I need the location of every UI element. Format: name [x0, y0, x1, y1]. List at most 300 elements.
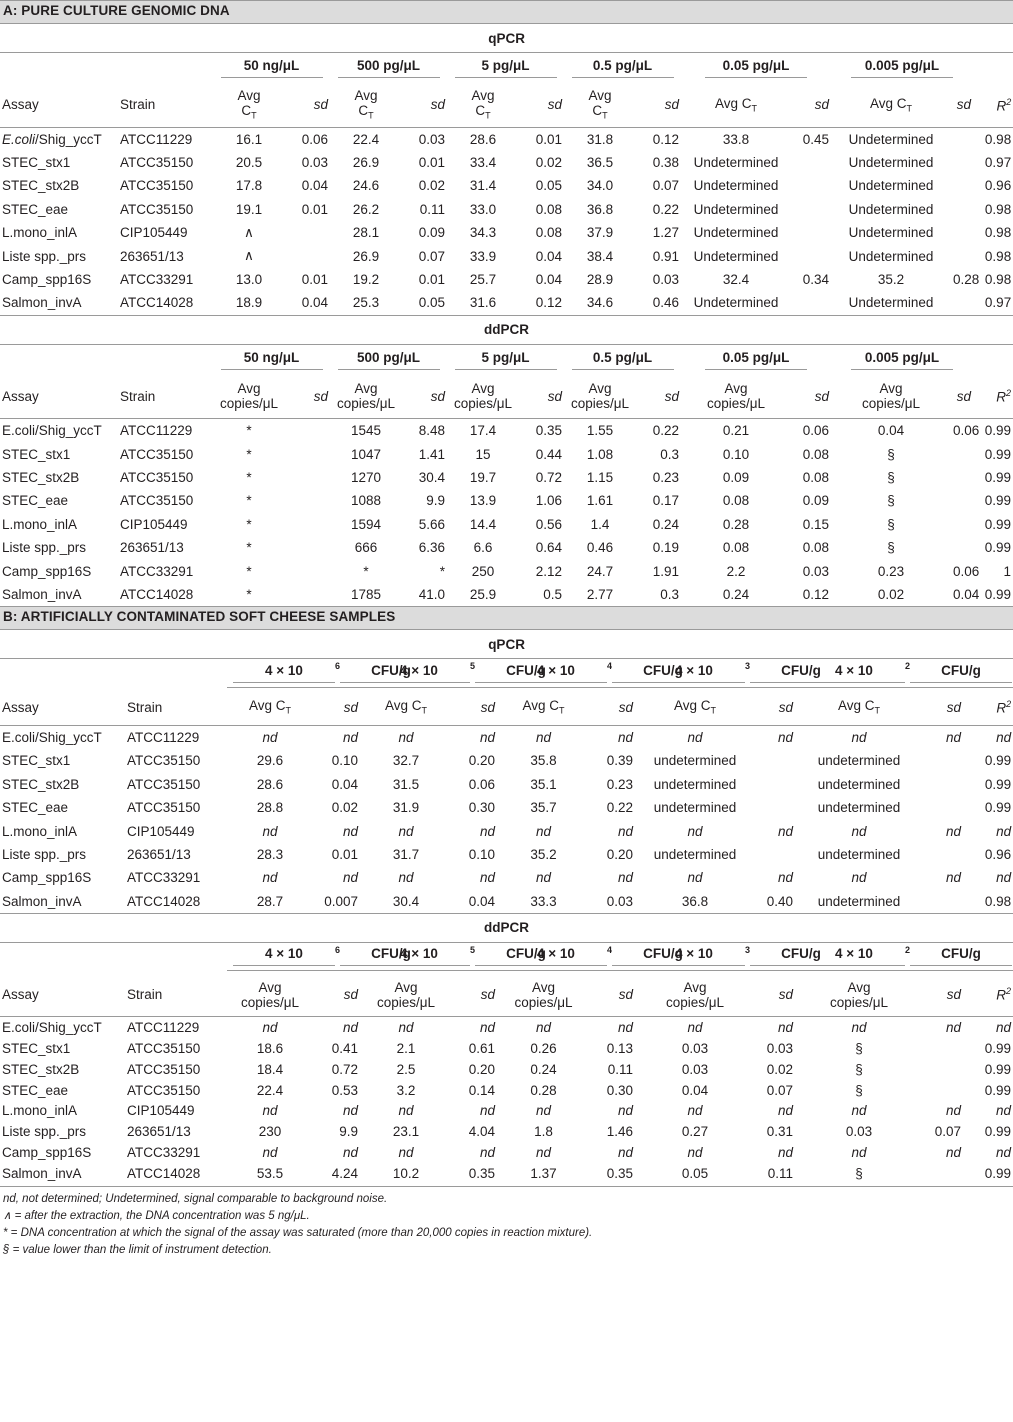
value-cell: 0.46 [586, 540, 614, 556]
value-cell: 25.3 [352, 295, 380, 311]
value-cell: Undetermined [693, 155, 779, 171]
table-row [0, 127, 1013, 151]
sd-cell: nd [777, 823, 793, 839]
sd-cell: nd [945, 870, 961, 886]
table-row [0, 419, 1013, 443]
concentration-header: 4 × 10 $^6$CFU/g [227, 945, 448, 972]
sd-cell [951, 198, 973, 221]
sd-cell: nd [342, 823, 358, 839]
assay-cell: Camp_spp16S [2, 272, 92, 288]
sd-cell: 0.61 [468, 1041, 495, 1057]
sd-cell [923, 1163, 963, 1184]
value-cell: Undetermined [848, 178, 934, 194]
r2-cell: 0.98 [984, 201, 1012, 217]
column-header-sd: sd [664, 97, 679, 113]
sd-cell: 0.06 [802, 423, 829, 439]
sd-cell: 0.56 [535, 516, 562, 532]
column-header-avg-copies: Avg copies/μL [570, 381, 630, 412]
sd-cell: 0.28 [953, 272, 980, 288]
column-header-assay: Assay [2, 388, 39, 404]
r2-cell: nd [996, 823, 1012, 839]
sd-cell: 0.10 [468, 846, 495, 862]
sd-cell: 30.4 [418, 470, 445, 486]
sd-cell: 0.08 [535, 201, 562, 217]
sd-cell [951, 513, 973, 536]
assay-cell: E.coli/Shig_yccT [2, 729, 102, 745]
sd-cell: nd [945, 823, 961, 839]
sd-cell: 0.09 [802, 493, 829, 509]
sd-cell: 0.38 [652, 155, 679, 171]
assay-cell: L.mono_inlA [2, 516, 78, 532]
concentration-header: 500 pg/μL [338, 350, 440, 370]
sd-cell: 0.64 [535, 540, 562, 556]
sd-cell [951, 443, 973, 466]
sd-cell: 0.72 [331, 1061, 358, 1077]
value-cell: * [363, 563, 369, 579]
sd-cell: 0.01 [418, 272, 445, 288]
value-cell: 0.08 [722, 540, 750, 556]
value-cell: 28.7 [256, 893, 284, 909]
sd-cell [791, 198, 831, 221]
sd-cell: nd [617, 823, 633, 839]
method-label: ddPCR [484, 322, 529, 338]
sd-cell: 0.07 [766, 1082, 793, 1098]
sd-cell [285, 559, 330, 582]
sd-cell: 0.03 [652, 272, 679, 288]
r2-cell: 0.98 [984, 893, 1012, 909]
value-cell: undetermined [653, 800, 737, 816]
sd-cell [755, 843, 795, 866]
sd-cell [285, 419, 330, 443]
footnote: ∧ = after the extraction, the DNA concentration was 5 ng/μL. [3, 1209, 310, 1222]
column-header-sd: sd [664, 388, 679, 404]
value-cell: 35.2 [877, 272, 905, 288]
value-cell: 33.3 [530, 893, 557, 909]
value-cell: * [246, 493, 252, 509]
strain-cell: ATCC14028 [120, 587, 194, 603]
sd-cell: 0.05 [418, 295, 445, 311]
sd-cell [791, 221, 831, 244]
value-cell: § [855, 1082, 863, 1098]
column-header-avg-ct: Avg $C_T$ [869, 95, 913, 114]
concentration-header: 4 × 10 $^4$CFU/g [499, 661, 720, 688]
column-header-strain: Strain [127, 699, 163, 715]
table-row [0, 749, 1013, 772]
sd-cell: 0.05 [535, 178, 562, 194]
column-header-r2: $R^2$ [996, 698, 1012, 716]
sd-cell: 0.35 [535, 423, 562, 439]
value-cell: 0.10 [722, 446, 750, 462]
sd-cell: 1.27 [652, 225, 679, 241]
value-cell: nd [687, 870, 703, 886]
value-cell: 28.9 [586, 272, 614, 288]
strain-cell: 263651/13 [120, 248, 184, 264]
value-cell: 35.7 [530, 800, 557, 816]
value-cell: 666 [354, 540, 378, 556]
value-cell: 1.15 [586, 470, 614, 486]
strain-cell: ATCC33291 [120, 272, 194, 288]
column-header-sd: sd [778, 699, 793, 715]
table-row [0, 1017, 1013, 1038]
value-cell: nd [851, 1145, 867, 1161]
sd-cell: 0.06 [301, 131, 328, 147]
column-header-sd: sd [430, 388, 445, 404]
value-cell: 0.05 [681, 1165, 709, 1181]
method-label: qPCR [488, 30, 525, 46]
value-cell: 16.1 [235, 131, 263, 147]
value-cell: 0.03 [681, 1061, 709, 1077]
table-b-qpcr [0, 630, 1013, 913]
sd-cell: nd [945, 729, 961, 745]
sd-cell: 0.22 [606, 800, 633, 816]
value-cell: Undetermined [848, 225, 934, 241]
assay-cell: STEC_eae [2, 1082, 69, 1098]
sd-cell: 0.39 [606, 753, 633, 769]
concentration-header: 4 × 10 $^4$CFU/g [499, 945, 720, 972]
sd-cell: 0.23 [606, 776, 633, 792]
strain-cell: ATCC35150 [120, 178, 194, 194]
value-cell: nd [398, 1103, 414, 1119]
column-header-sd: sd [946, 699, 961, 715]
sd-cell: nd [342, 1103, 358, 1119]
sd-cell: 0.11 [767, 1165, 793, 1181]
assay-cell: STEC_stx1 [2, 155, 71, 171]
sd-cell [285, 221, 330, 244]
value-cell: 31.7 [392, 846, 420, 862]
assay-cell: Liste spp._prs [2, 540, 87, 556]
table-a-qpcr [0, 24, 1013, 315]
value-cell: undetermined [817, 893, 901, 909]
sd-cell: 0.13 [606, 1041, 633, 1057]
strain-cell: ATCC35150 [120, 446, 194, 462]
sd-cell: nd [777, 729, 793, 745]
column-header-sd: sd [480, 987, 495, 1003]
sd-cell: 1.91 [652, 563, 679, 579]
value-cell: 36.8 [681, 893, 709, 909]
value-cell: nd [535, 870, 552, 886]
sd-cell: 4.04 [468, 1124, 495, 1140]
assay-cell: Salmon_invA [2, 893, 82, 909]
strain-cell: ATCC35150 [120, 470, 194, 486]
sd-cell: 0.35 [606, 1165, 633, 1181]
column-header-sd: sd [778, 987, 793, 1003]
column-header-sd: sd [343, 987, 358, 1003]
value-cell: 1270 [350, 470, 382, 486]
assay-cell: Liste spp._prs [2, 846, 87, 862]
sd-cell: 0.19 [652, 540, 679, 556]
sd-cell: 9.9 [426, 493, 445, 509]
value-cell: nd [398, 870, 414, 886]
value-cell: § [887, 493, 895, 509]
sd-cell: nd [777, 1103, 793, 1119]
value-cell: nd [262, 823, 278, 839]
sd-cell: 2.12 [535, 563, 562, 579]
value-cell: § [855, 1061, 863, 1077]
sd-cell: nd [617, 870, 633, 886]
column-header-assay: Assay [2, 699, 39, 715]
value-cell: nd [535, 1145, 552, 1161]
sd-cell [285, 466, 330, 489]
table-row [0, 466, 1013, 489]
value-cell: 0.03 [845, 1124, 873, 1140]
table-a-ddpcr [0, 315, 1013, 607]
value-cell: § [887, 470, 895, 486]
r2-cell: 0.97 [984, 155, 1012, 171]
sd-cell: 0.22 [652, 201, 679, 217]
sd-cell: 0.07 [418, 248, 445, 264]
strain-cell: ATCC11229 [120, 131, 193, 147]
sd-cell [951, 489, 973, 512]
table-row [0, 1038, 1013, 1059]
sd-cell: 1.41 [418, 446, 445, 462]
sd-cell [951, 466, 973, 489]
r2-cell: 0.99 [984, 470, 1012, 486]
value-cell: 33.0 [469, 201, 497, 217]
value-cell: 2.1 [396, 1041, 416, 1057]
value-cell: 2.5 [396, 1061, 416, 1077]
strain-cell: ATCC14028 [127, 1165, 201, 1181]
value-cell: 230 [258, 1124, 282, 1140]
value-cell: 31.8 [586, 131, 614, 147]
value-cell: 32.7 [392, 753, 420, 769]
assay-cell: L.mono_inlA [2, 823, 78, 839]
sd-cell: 0.72 [535, 470, 562, 486]
strain-cell: ATCC35150 [127, 776, 201, 792]
value-cell: 1.08 [586, 446, 614, 462]
sd-cell: * [439, 563, 445, 579]
assay-cell: Camp_spp16S [2, 563, 92, 579]
value-cell: nd [687, 729, 703, 745]
value-cell: nd [262, 870, 278, 886]
table-row [0, 583, 1013, 606]
value-cell: § [855, 1041, 863, 1057]
assay-cell: STEC_stx1 [2, 753, 71, 769]
value-cell: 18.9 [235, 295, 263, 311]
table-row [0, 198, 1013, 221]
value-cell: 19.1 [235, 201, 263, 217]
value-cell: 0.26 [530, 1041, 557, 1057]
sd-cell: 8.48 [418, 423, 445, 439]
assay-cell: STEC_stx1 [2, 1041, 71, 1057]
value-cell: 19.7 [469, 470, 497, 486]
sd-cell: nd [777, 870, 793, 886]
sd-cell: 0.30 [606, 1082, 633, 1098]
value-cell: 35.1 [530, 776, 557, 792]
table-row [0, 221, 1013, 244]
value-cell: 1047 [350, 446, 382, 462]
sd-cell: 0.03 [802, 563, 829, 579]
sd-cell [923, 749, 963, 772]
r2-cell: nd [996, 870, 1012, 886]
value-cell: 31.4 [469, 178, 497, 194]
concentration-header: 0.005 pg/μL [851, 350, 953, 370]
table-row [0, 536, 1013, 559]
sd-cell: nd [479, 729, 495, 745]
column-header-avg-ct: Avg $C_T$ [354, 88, 378, 122]
section-a-title: A: PURE CULTURE GENOMIC DNA [0, 1, 1013, 23]
value-cell: * [246, 470, 252, 486]
concentration-header: 0.5 pg/μL [572, 350, 674, 370]
value-cell: 25.9 [469, 587, 497, 603]
value-cell: nd [535, 1020, 552, 1036]
table-row [0, 725, 1013, 749]
value-cell: 3.2 [396, 1082, 416, 1098]
r2-cell: 0.99 [984, 1082, 1012, 1098]
sd-cell [285, 489, 330, 512]
sd-cell: 1.06 [535, 493, 562, 509]
r2-cell: 0.99 [984, 776, 1012, 792]
sd-cell: 0.20 [468, 1061, 495, 1077]
sd-cell: 0.3 [660, 587, 679, 603]
column-header-sd: sd [814, 388, 829, 404]
column-header-strain: Strain [120, 97, 156, 113]
value-cell: nd [398, 1145, 414, 1161]
value-cell: 1.37 [530, 1165, 557, 1181]
sd-cell: nd [479, 1020, 495, 1036]
sd-cell: 0.04 [301, 295, 328, 311]
assay-cell: STEC_eae [2, 493, 69, 509]
r2-cell: 0.99 [984, 446, 1012, 462]
strain-cell: CIP105449 [127, 823, 195, 839]
value-cell: nd [851, 870, 867, 886]
sd-cell: 0.31 [766, 1124, 793, 1140]
sd-cell: 0.07 [652, 178, 679, 194]
value-cell: Undetermined [693, 225, 779, 241]
sd-cell [951, 291, 973, 314]
value-cell: * [246, 423, 252, 439]
value-cell: 1.61 [586, 493, 614, 509]
value-cell: 17.4 [469, 423, 497, 439]
value-cell: Undetermined [848, 131, 934, 147]
value-cell: 28.1 [352, 225, 380, 241]
column-header-avg-ct: Avg $C_T$ [471, 88, 495, 122]
value-cell: 34.6 [586, 295, 614, 311]
concentration-header: 5 pg/μL [455, 350, 557, 370]
assay-cell: E.coli/Shig_yccT [2, 1020, 102, 1036]
sd-cell: nd [342, 870, 358, 886]
sd-cell [951, 174, 973, 197]
value-cell: 31.6 [469, 295, 497, 311]
table-row [0, 866, 1013, 889]
value-cell: 23.1 [392, 1124, 420, 1140]
assay-cell: Camp_spp16S [2, 870, 92, 886]
strain-cell: ATCC35150 [120, 155, 194, 171]
assay-cell: STEC_stx2B [2, 776, 80, 792]
value-cell: * [246, 446, 252, 462]
value-cell: 29.6 [256, 753, 284, 769]
sd-cell: 0.12 [535, 295, 562, 311]
table-row [0, 1142, 1013, 1163]
value-cell: * [246, 587, 252, 603]
sd-cell: 0.08 [802, 540, 829, 556]
sd-cell: 9.9 [339, 1124, 358, 1140]
assay-cell: STEC_stx2B [2, 1061, 80, 1077]
value-cell: 28.6 [256, 776, 284, 792]
value-cell: 0.24 [722, 587, 750, 603]
value-cell: Undetermined [693, 178, 779, 194]
r2-cell: nd [996, 1145, 1012, 1161]
sd-cell: 0.01 [331, 846, 358, 862]
assay-cell: Salmon_invA [2, 1165, 82, 1181]
strain-cell: CIP105449 [120, 225, 188, 241]
strain-cell: ATCC11229 [127, 1020, 200, 1036]
value-cell: 0.24 [530, 1061, 557, 1077]
value-cell: nd [687, 823, 703, 839]
value-cell: nd [398, 823, 414, 839]
sd-cell: 0.06 [468, 776, 495, 792]
r2-cell: 0.99 [984, 1041, 1012, 1057]
assay-cell: Camp_spp16S [2, 1145, 92, 1161]
value-cell: Undetermined [693, 295, 779, 311]
sd-cell [791, 151, 831, 174]
r2-cell: 1 [1003, 563, 1012, 579]
value-cell: 15 [475, 446, 491, 462]
table-row [0, 1101, 1013, 1122]
sd-cell: 0.34 [802, 272, 829, 288]
sd-cell: 0.03 [418, 131, 445, 147]
section-a-header [0, 0, 1013, 24]
sd-cell [285, 513, 330, 536]
column-header-avg-copies: Avg copies/μL [240, 979, 300, 1010]
strain-cell: ATCC35150 [120, 493, 194, 509]
value-cell: 2.77 [586, 587, 614, 603]
value-cell: nd [851, 729, 867, 745]
column-header-avg-ct: Avg $C_T$ [673, 698, 717, 716]
value-cell: 24.6 [352, 178, 380, 194]
strain-cell: 263651/13 [127, 1124, 191, 1140]
value-cell: nd [262, 1020, 278, 1036]
value-cell: nd [398, 729, 414, 745]
sd-cell: 41.0 [418, 587, 445, 603]
assay-cell: E.coli/Shig_yccT [2, 131, 102, 147]
column-header-avg-copies: Avg copies/μL [376, 979, 436, 1010]
section-b-header [0, 606, 1013, 630]
strain-cell: ATCC33291 [127, 870, 201, 886]
sd-cell: 0.14 [468, 1082, 495, 1098]
sd-cell: 0.17 [652, 493, 679, 509]
value-cell: Undetermined [693, 201, 779, 217]
strain-cell: ATCC33291 [127, 1145, 201, 1161]
value-cell: nd [851, 1103, 867, 1119]
value-cell: 53.5 [256, 1165, 284, 1181]
assay-cell: STEC_eae [2, 800, 69, 816]
table-row [0, 1080, 1013, 1101]
sd-cell [791, 291, 831, 314]
table-row [0, 843, 1013, 866]
sd-cell [951, 221, 973, 244]
sd-cell: 0.02 [766, 1061, 793, 1077]
concentration-header: 4 × 10 $^3$CFU/g [637, 945, 858, 972]
value-cell: 0.28 [530, 1082, 557, 1098]
sd-cell [791, 174, 831, 197]
column-header-assay: Assay [2, 97, 39, 113]
method-label: qPCR [488, 636, 525, 652]
value-cell: 33.8 [722, 131, 750, 147]
table-row [0, 174, 1013, 197]
sd-cell: 0.53 [331, 1082, 358, 1098]
column-header-sd: sd [430, 97, 445, 113]
r2-cell: 0.96 [984, 846, 1012, 862]
sd-cell: nd [342, 1020, 358, 1036]
sd-cell [923, 889, 963, 912]
column-header-sd: sd [956, 388, 971, 404]
column-header-avg-copies: Avg copies/μL [219, 381, 279, 412]
value-cell: nd [851, 823, 867, 839]
table-row [0, 291, 1013, 314]
strain-cell: 263651/13 [120, 540, 184, 556]
assay-cell: L.mono_inlA [2, 225, 78, 241]
r2-cell: 0.99 [984, 753, 1012, 769]
